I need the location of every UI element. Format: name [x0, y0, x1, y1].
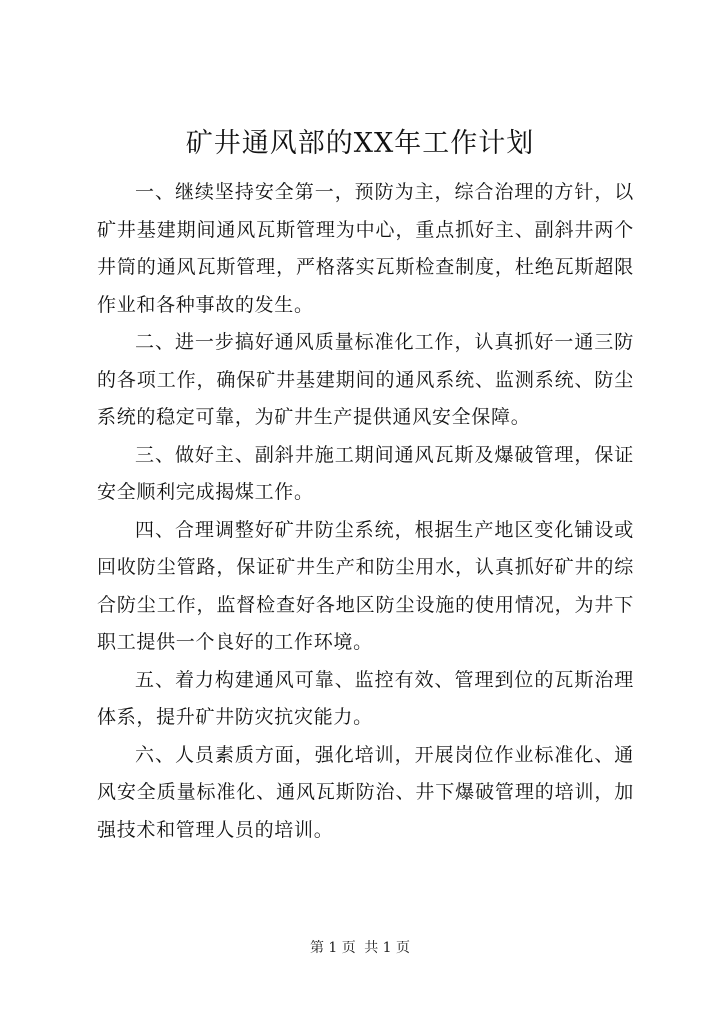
page-number: 第 1 页 — [309, 940, 356, 956]
paragraph-3: 三、做好主、副斜井施工期间通风瓦斯及爆破管理，保证安全顺利完成揭煤工作。 — [97, 443, 634, 503]
paragraph-1: 一、继续坚持安全第一，预防为主，综合治理的方针，以矿井基建期间通风瓦斯管理为中心，重点抓好主、副斜井两个井筒的通风瓦斯管理，严格落实瓦斯检查制度，杜绝瓦斯超限作业和各种事故的发生。 — [97, 181, 634, 316]
page-total: 共 1 页 — [364, 940, 411, 956]
paragraph-2: 二、进一步搞好通风质量标准化工作，认真抓好一通三防的各项工作，确保矿井基建期间的通风系统、监测系统、防尘系统的稳定可靠，为矿井生产提供通风安全保障。 — [97, 331, 634, 428]
paragraph-4: 四、合理调整好矿井防尘系统，根据生产地区变化铺设或回收防尘管路，保证矿井生产和防尘用水，认真抓好矿井的综合防尘工作，监督检查好各地区防尘设施的使用情况，为井下职工提供一个良好的工作环境。 — [97, 518, 634, 653]
paragraph-6: 六、人员素质方面，强化培训，开展岗位作业标准化、通风安全质量标准化、通风瓦斯防治、井下爆破管理的培训，加强技术和管理人员的培训。 — [97, 743, 634, 841]
page-footer — [0, 938, 720, 958]
document-body — [97, 174, 634, 849]
document-title: 矿井通风部的XX年工作计划 — [185, 128, 535, 159]
paragraph-5: 五、着力构建通风可靠、监控有效、管理到位的瓦斯治理体系，提升矿井防灾抗灾能力。 — [97, 668, 634, 728]
